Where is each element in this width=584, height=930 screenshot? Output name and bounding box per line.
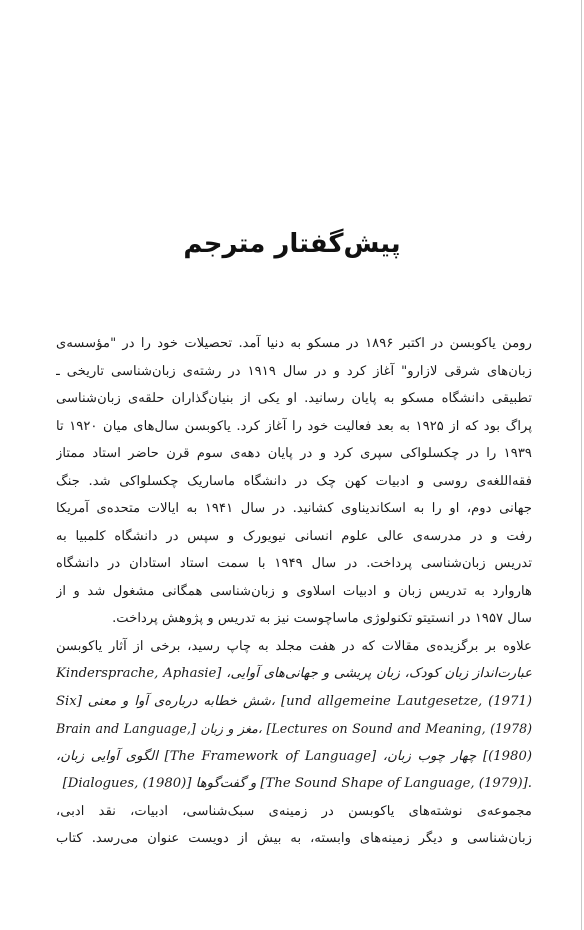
page-edge-divider — [581, 0, 582, 930]
text-line: پراگ بود که از ۱۹۲۵ به بعد فعالیت خود را آغاز کرد. یاکوبسن سال‌های میان ۱۹۲۰ تا — [56, 418, 532, 434]
text-line: تطبیقی دانشگاه مسکو به پایان رسانید. او یکی از بنیان‌گذاران حلقه‌ی زبان‌شناسی — [56, 391, 532, 406]
text-line: رومن یاکوبسن در اکتبر ۱۸۹۶ در مسکو به دنیا آمد. تحصیلات خود را در "مؤسسه‌ی — [56, 336, 532, 351]
text-line: [Dialogues, (1980)] و گفت‌گوها [The Sound Shape of Language, (1979)]. — [62, 776, 532, 791]
text-line: ۱۹۳۹ را در چکسلواکی سپری کرد و در پایان دهه‌ی سوم قرن حاضر استاد ممتاز — [56, 446, 532, 461]
text-line: مجموعه‌ی نوشته‌های یاکوبسن در زمینه‌ی سبک‌شناسی، ادبیات، نقد ادبی، — [56, 803, 532, 819]
text-line: جهانی دوم، او را به اسکاندیناوی کشانید. در سال ۱۹۴۱ به ایالات متحده‌ی آمریکا — [56, 501, 532, 516]
text-line: زبان‌شناسی و دیگر زمینه‌های وابسته، به بیش از دویست عنوان می‌رسد. کتاب — [56, 831, 532, 846]
text-line: زبان‌های شرقی لازارو" آغاز کرد و در سال ۱۹۱۹ در رشته‌ی زبان‌شناسی تاریخی ـ — [56, 363, 532, 379]
text-line: تدریس زبان‌شناسی پرداخت. در سال ۱۹۴۹ با سمت استاد استادان در دانشگاه — [56, 556, 532, 571]
text-line: (1980)] چهار چوب زبان، [The Framework of Language] الگوی آوایی زبان، — [56, 748, 532, 764]
text-line: Brain and Language,] مغز و زبان، [Lectures on Sound and Meaning, (1978) — [56, 721, 532, 736]
text-line: Six] شش خطابه درباره‌ی آوا و معنی، [und allgemeine Lautgesetze, (1971) — [56, 693, 532, 709]
text-line: هاروارد به تدریس زبان و ادبیات اسلاوی و زبان‌شناسی همگانی مشغول شد و از — [56, 583, 532, 599]
text-line: عبارت‌انداز زبان کودک، زبان پریشی و جهانی‌های آوایی، [Kindersprache, Aphasie — [56, 666, 532, 681]
text-line: فقه‌اللغه‌ی روسی و ادبیات کهن چک در دانشگاه ماساریک چکسلواکی شد. جنگ — [56, 473, 532, 489]
chapter-title: پیش‌گفتار مترجم — [183, 229, 401, 259]
text-line: سال ۱۹۵۷ در انستیتو تکنولوژی ماساچوست نیز به تدریس و پژوهش پرداخت. — [112, 611, 532, 626]
body-text — [56, 330, 532, 853]
text-line: رفت و در مدرسه‌ی عالی علوم انسانی نیویورک و سپس در دانشگاه کلمبیا به — [56, 528, 532, 544]
text-line: علاوه بر برگزیده‌ی مقالات که در هفت مجلد به چاپ رسید، برخی از آثار یاکوبسن — [56, 638, 532, 654]
